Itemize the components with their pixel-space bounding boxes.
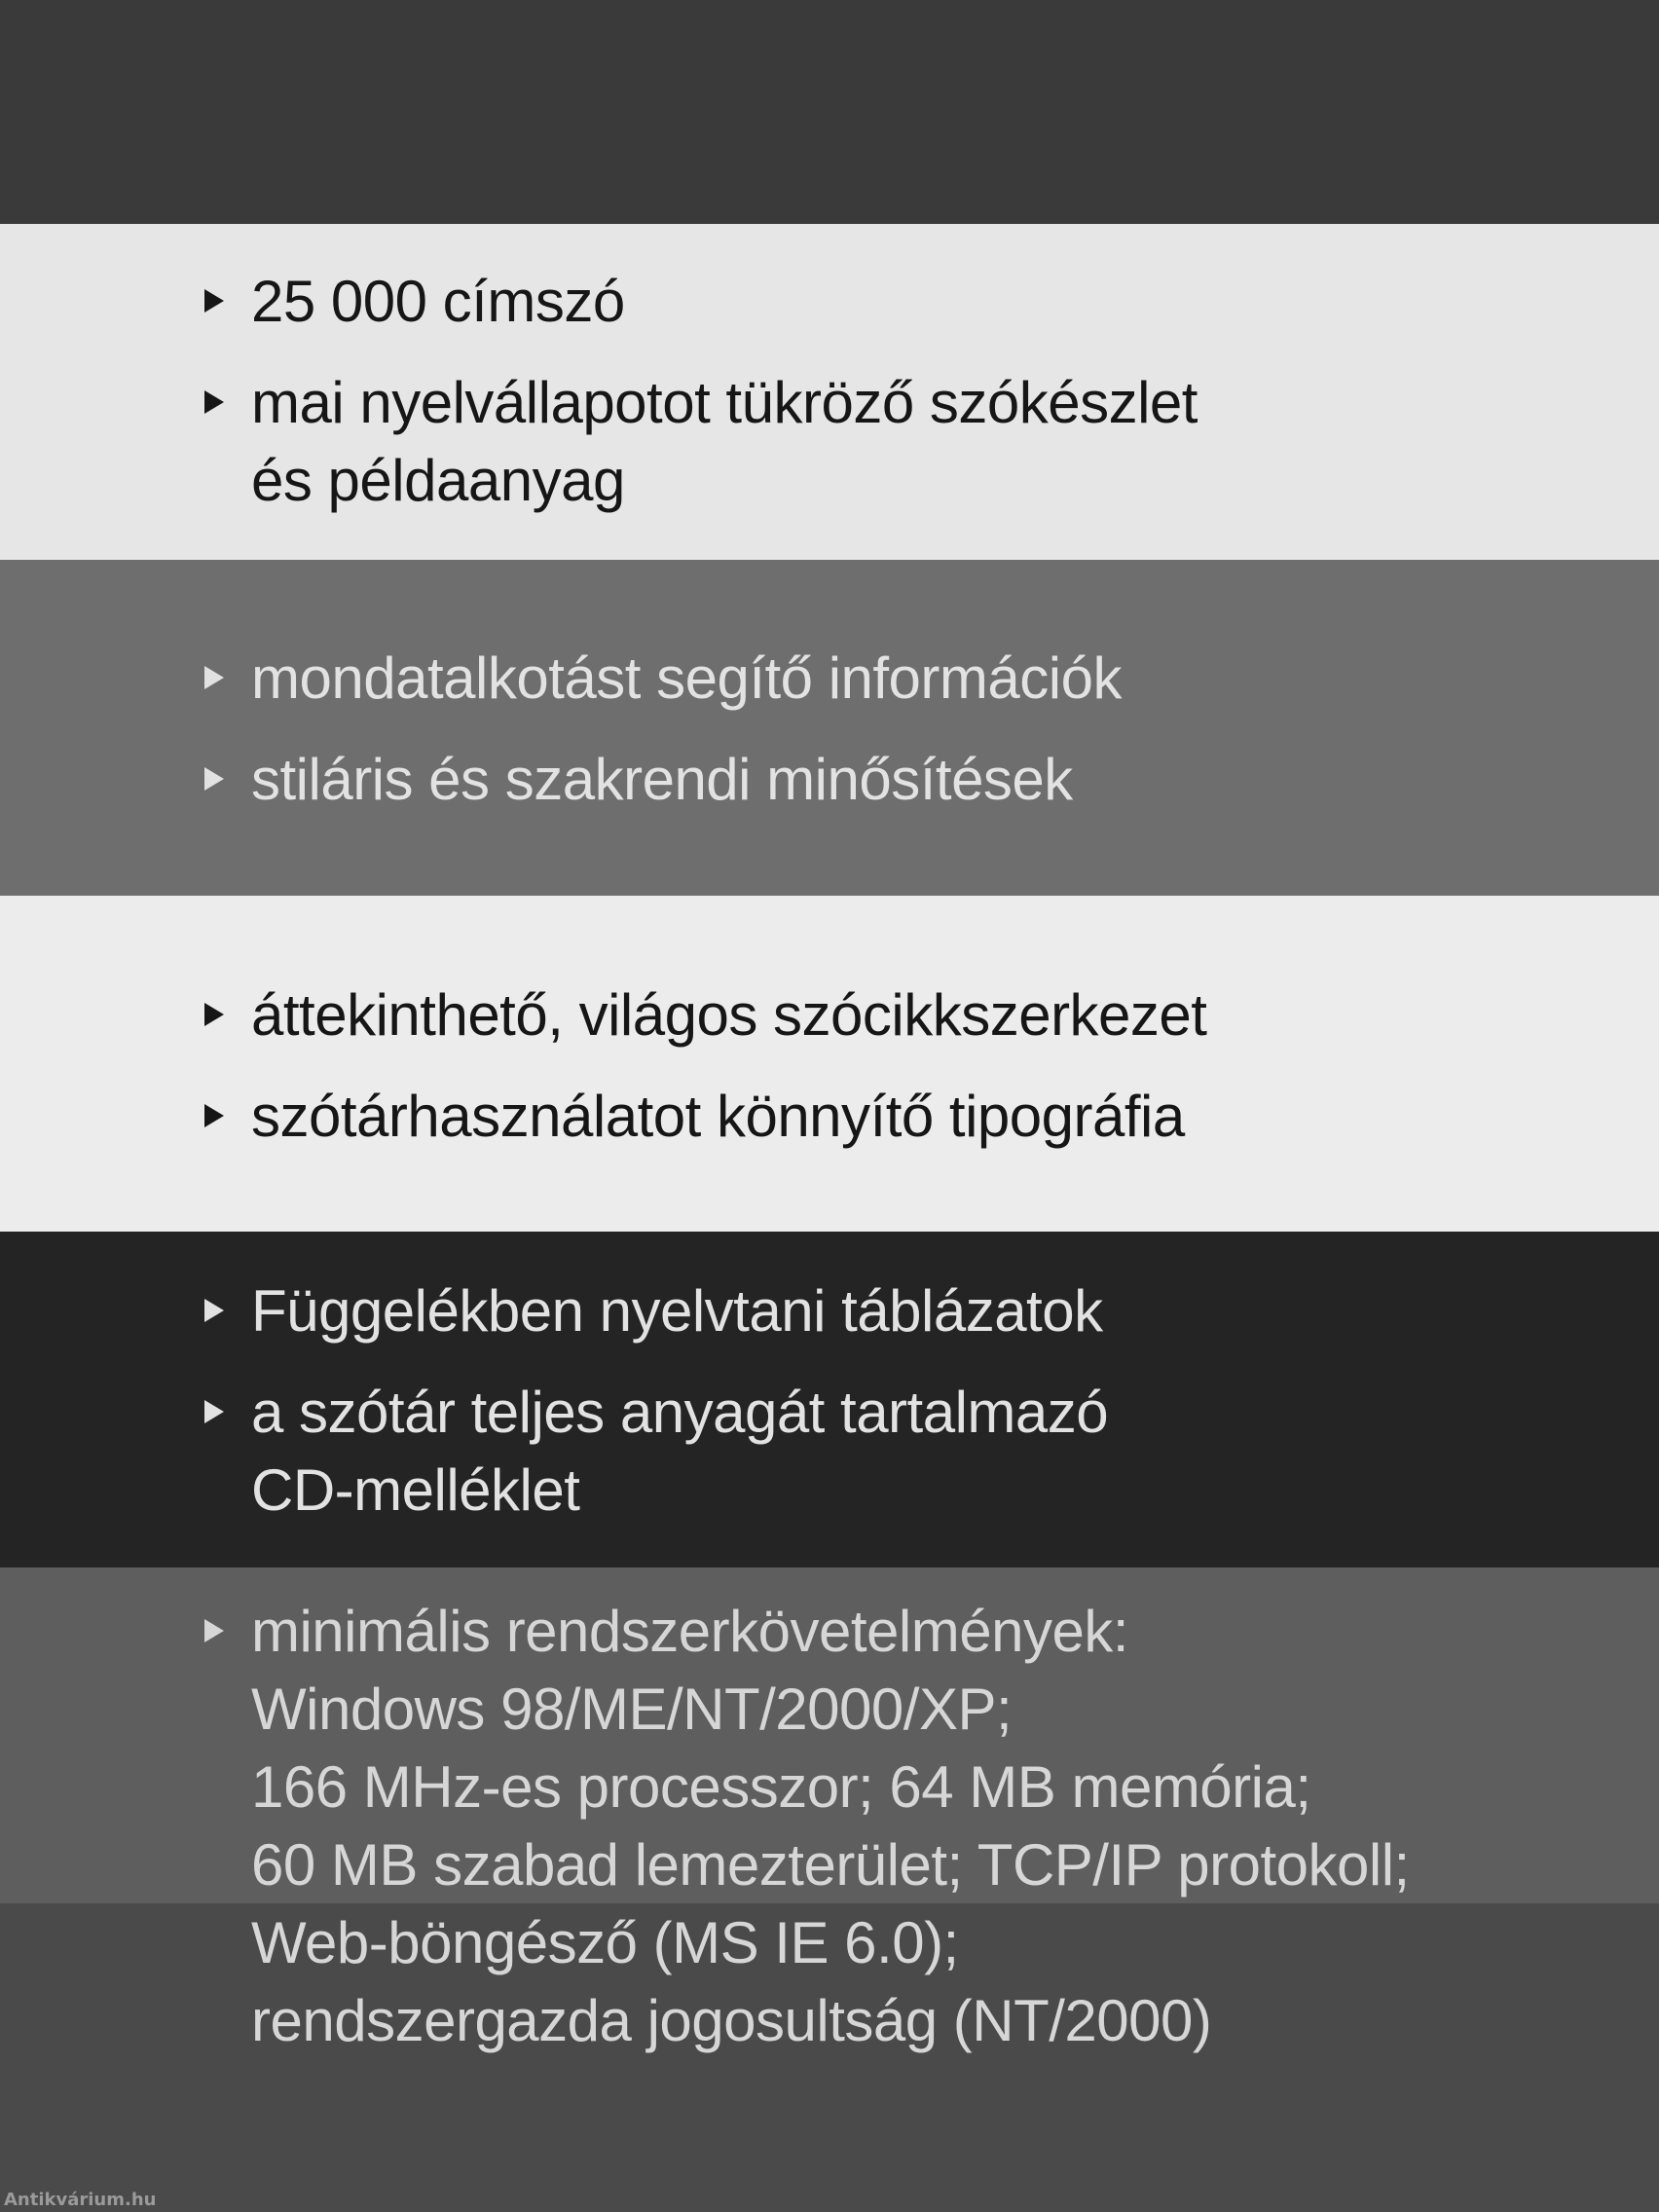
item-text: a szótár teljes anyagát tartalmazó: [251, 1380, 1109, 1445]
list-item: [204, 1593, 1410, 2060]
item-text: szótárhasználatot könnyítő tipográfia: [251, 1084, 1185, 1149]
item-text: Függelékben nyelvtani táblázatok: [251, 1278, 1103, 1344]
item-text: 166 MHz-es processzor; 64 MB memória;: [251, 1754, 1311, 1820]
list-item: [204, 741, 1122, 819]
list-item: [204, 977, 1206, 1054]
item-text: 60 MB szabad lemezterület; TCP/IP protokoll;: [251, 1832, 1410, 1898]
list-item: [204, 364, 1198, 520]
item-text: rendszergazda jogosultság (NT/2000): [251, 1988, 1212, 2053]
list-item: [204, 1078, 1206, 1156]
triangle-bullet-icon: [204, 1400, 224, 1423]
feature-list-4: [204, 1272, 1108, 1530]
feature-list-1: [204, 263, 1198, 520]
triangle-bullet-icon: [204, 1299, 224, 1322]
top-dark-band: [0, 0, 1659, 224]
item-text: minimális rendszerkövetelmények:: [251, 1599, 1128, 1664]
triangle-bullet-icon: [204, 289, 224, 313]
triangle-bullet-icon: [204, 1619, 224, 1642]
item-text: 25 000 címszó: [251, 269, 625, 334]
feature-list-3: [204, 977, 1206, 1156]
list-item: [204, 640, 1122, 718]
list-item: [204, 1272, 1108, 1350]
triangle-bullet-icon: [204, 1104, 224, 1127]
list-item: [204, 263, 1198, 341]
triangle-bullet-icon: [204, 767, 224, 791]
item-text: áttekinthető, világos szócikkszerkezet: [251, 982, 1207, 1048]
triangle-bullet-icon: [204, 390, 224, 414]
item-text: és példaanyag: [251, 448, 625, 513]
item-text: stiláris és szakrendi minősítések: [251, 747, 1073, 812]
triangle-bullet-icon: [204, 1003, 224, 1026]
item-text: mondatalkotást segítő információk: [251, 645, 1122, 711]
list-item: [204, 1374, 1108, 1530]
triangle-bullet-icon: [204, 666, 224, 689]
item-text: mai nyelvállapotot tükröző szókészlet: [251, 370, 1198, 435]
item-text: Windows 98/ME/NT/2000/XP;: [251, 1677, 1013, 1742]
watermark: Antikvárium.hu: [4, 2190, 157, 2210]
system-requirements-list: [204, 1593, 1410, 2060]
item-text: Web-böngésző (MS IE 6.0);: [251, 1910, 959, 1975]
feature-list-2: [204, 640, 1122, 819]
item-text: CD-melléklet: [251, 1457, 580, 1523]
